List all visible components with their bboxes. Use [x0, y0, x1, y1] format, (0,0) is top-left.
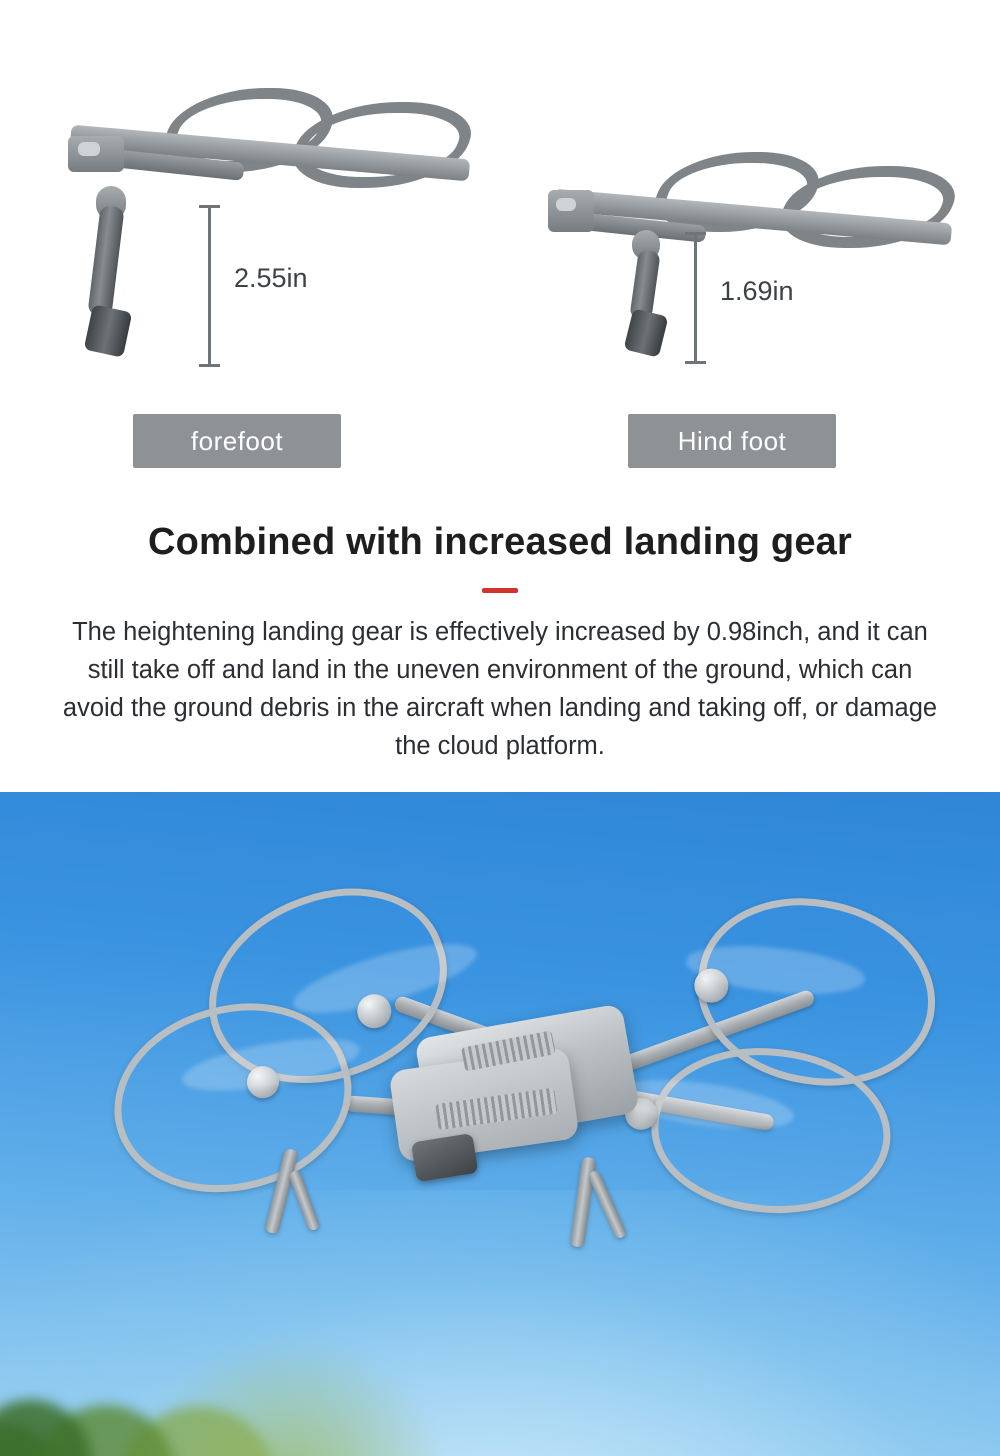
gear-leg-shaft	[87, 205, 124, 317]
headline-section	[0, 520, 1000, 766]
page-title: Combined with increased landing gear	[148, 521, 852, 563]
forefoot-measure-label: 2.55in	[234, 263, 308, 293]
measure-line	[208, 205, 211, 367]
gear-clamp-highlight	[556, 198, 576, 211]
hindfoot-illustration	[540, 150, 960, 390]
landing-gear-spec-section	[0, 0, 1000, 510]
forefoot-caption-chip	[133, 414, 341, 468]
measure-cap-bottom	[199, 364, 220, 367]
gear-foot-pad	[623, 308, 668, 357]
measure-line	[694, 232, 697, 364]
forefoot-caption-label: forefoot	[190, 425, 284, 456]
measure-cap-top	[685, 232, 706, 235]
forefoot-illustration	[60, 80, 480, 380]
drone-illustration	[81, 879, 938, 1356]
gear-clamp-highlight	[78, 142, 100, 156]
gear-clamp-block	[548, 190, 594, 232]
accent-divider	[482, 588, 518, 593]
hindfoot-caption-label: Hind foot	[677, 425, 787, 456]
measure-cap-top	[199, 205, 220, 208]
description-text: The heightening landing gear is effectively increased by 0.98inch, and it can still take off and land in the uneven environment of the ground, which can avoid the ground debris in the aircraft when landing and taking off, or damage the cloud platform.	[62, 617, 938, 761]
landing-leg-front-left-brace	[288, 1169, 320, 1231]
landing-leg-rear-right	[570, 1157, 596, 1248]
hindfoot-measure-label: 1.69in	[720, 276, 794, 306]
drone-photo	[0, 792, 1000, 1456]
gear-foot-pad	[84, 304, 133, 357]
measure-cap-bottom	[685, 361, 706, 364]
gimbal-camera	[411, 1133, 478, 1182]
landing-leg-rear-right-brace	[587, 1169, 627, 1240]
foreground-foliage-secondary	[130, 1336, 450, 1456]
hindfoot-caption-chip	[628, 414, 836, 468]
